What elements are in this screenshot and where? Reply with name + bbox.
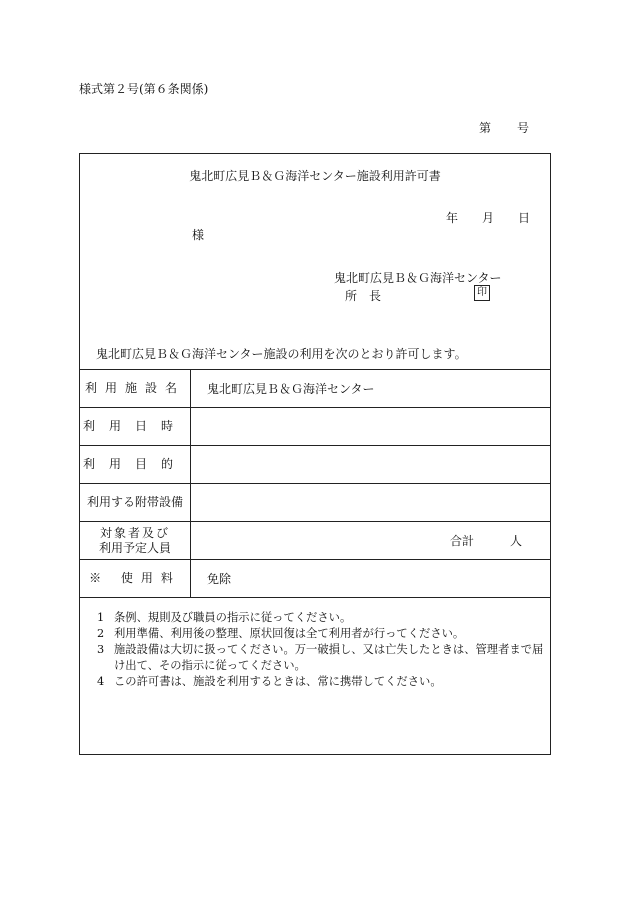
row-datetime <box>80 407 550 445</box>
total-unit: 人 <box>509 534 522 548</box>
participants-label <box>80 522 191 559</box>
form-number-label: 様式第２号(第６条関係) <box>79 82 209 96</box>
row-fee <box>80 559 550 597</box>
permit-details-table <box>80 369 550 755</box>
purpose-label: 利用目的 <box>80 446 191 483</box>
document-number <box>479 119 529 136</box>
doc-number-suffix: 号 <box>516 121 529 135</box>
issue-date <box>446 209 530 226</box>
permit-title: 鬼北町広見Ｂ＆Ｇ海洋センター施設利用許可書 <box>189 169 441 183</box>
facility-value: 鬼北町広見Ｂ＆Ｇ海洋センター <box>207 382 375 396</box>
fee-label: ※ 使用料 <box>80 560 191 597</box>
note-number: 3 <box>97 643 105 656</box>
note-item <box>97 626 548 642</box>
permit-statement: 鬼北町広見Ｂ＆Ｇ海洋センター施設の利用を次のとおり許可します。 <box>96 347 467 361</box>
note-item <box>97 610 548 626</box>
date-day: 日 <box>517 211 530 225</box>
row-equipment <box>80 483 550 521</box>
row-participants <box>80 521 550 559</box>
total-label: 合計 <box>449 534 474 548</box>
notes-list <box>97 610 548 690</box>
issuer-name: 鬼北町広見Ｂ＆Ｇ海洋センター <box>334 271 502 285</box>
row-facility <box>80 369 550 407</box>
note-item <box>97 674 548 690</box>
notes-section <box>80 597 550 755</box>
fee-value: 免除 <box>207 572 232 586</box>
note-text: 施設設備は大切に扱ってください。万一破損し、又は亡失したときは、管理者まで届け出て、その指示に従ってください。 <box>114 643 544 672</box>
participants-label-line1: 対象者及び <box>99 525 170 540</box>
note-number: 2 <box>97 627 105 640</box>
issuer-title: 所 長 <box>345 289 382 303</box>
note-number: 4 <box>97 675 105 688</box>
equipment-label: 利用する附帯設備 <box>80 484 191 521</box>
note-text: 条例、規則及び職員の指示に従ってください。 <box>114 611 352 624</box>
row-purpose <box>80 445 550 483</box>
participants-label-line2: 利用予定人員 <box>98 540 171 555</box>
datetime-label: 利用日時 <box>80 408 191 445</box>
participants-total <box>450 522 522 559</box>
note-text: この許可書は、施設を利用するときは、常に携帯してください。 <box>114 675 442 688</box>
permit-form-frame <box>79 153 551 755</box>
seal-mark: 印 <box>474 285 490 301</box>
doc-number-prefix: 第 <box>478 121 491 135</box>
note-number: 1 <box>97 611 105 624</box>
addressee-suffix: 様 <box>192 228 205 242</box>
date-year: 年 <box>445 211 458 225</box>
note-item <box>97 642 548 674</box>
date-month: 月 <box>481 211 494 225</box>
note-text: 利用準備、利用後の整理、原状回復は全て利用者が行ってください。 <box>114 627 465 640</box>
facility-label: 利用施設名 <box>80 370 191 407</box>
